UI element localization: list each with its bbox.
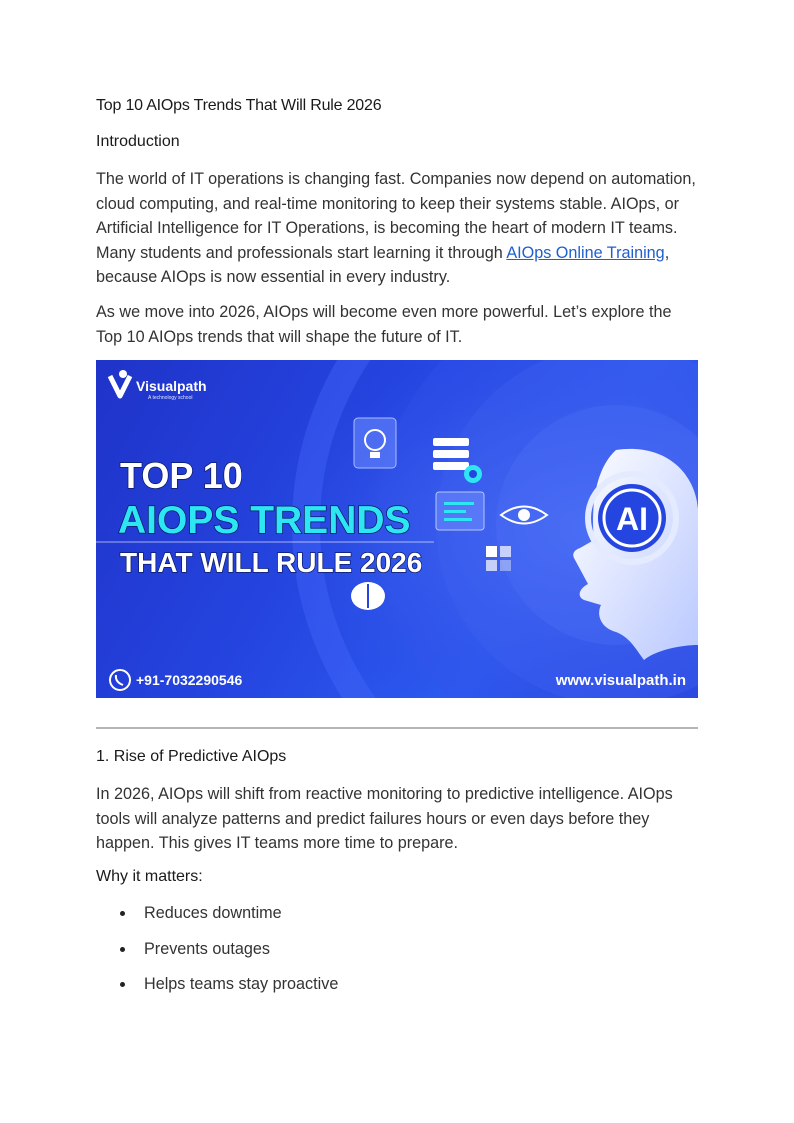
intro-text-end: , because AIOps is now essential in every industry. <box>96 243 670 287</box>
brain-icon <box>351 582 385 610</box>
horizontal-divider <box>96 727 698 729</box>
introduction-heading: Introduction <box>96 133 180 150</box>
lightbulb-icon <box>354 418 396 468</box>
hero-banner-image <box>96 360 698 698</box>
aiops-online-training-link[interactable]: AIOps Online Training <box>506 243 665 262</box>
gear-icon <box>464 465 482 483</box>
phone-number: +91-7032290546 <box>136 672 243 688</box>
list-item <box>96 971 338 1007</box>
list-item-text: Helps teams stay proactive <box>144 975 339 993</box>
bullet-icon <box>120 947 125 952</box>
banner-artwork <box>96 360 698 698</box>
ai-badge-text: AI <box>616 501 648 537</box>
benefits-list <box>96 900 338 1007</box>
bullet-icon <box>120 911 125 916</box>
brand-tagline: A technology school <box>148 395 193 401</box>
server-stack-icon <box>433 438 469 470</box>
brand-name: Visualpath <box>136 378 207 394</box>
intro-paragraph <box>96 167 698 290</box>
explore-paragraph: As we move into 2026, AIOps will become even more powerful. Let’s explore the Top 10 AIOps trends that will shape the future of IT. <box>96 303 672 346</box>
document-chart-icon <box>436 492 484 530</box>
why-it-matters-heading: Why it matters: <box>96 868 203 885</box>
section-1-heading: 1. Rise of Predictive AIOps <box>96 748 287 765</box>
list-item-text: Prevents outages <box>144 939 270 958</box>
section-1-paragraph: In 2026, AIOps will shift from reactive monitoring to predictive intelligence. AIOps tools will analyze patterns and predict failures hours or even days before they happen. This gives IT teams more time to prepare. <box>96 785 673 853</box>
intro-text-start: The world of IT operations is changing fast. Companies now depend on automation, cloud computing, and real-time monitoring to keep their systems stable. AIOps, or Artificial Intelligence for IT Operations, is becoming the heart of modern IT teams. Many students and professionals start learning it through <box>96 170 696 262</box>
banner-headline-line3: THAT WILL RULE 2026 <box>120 547 423 578</box>
website-url: www.visualpath.in <box>555 672 686 689</box>
document-title: Top 10 AIOps Trends That Will Rule 2026 <box>96 97 382 114</box>
banner-headline-line1: TOP 10 <box>120 455 243 496</box>
list-item <box>96 936 338 972</box>
list-item <box>96 900 338 936</box>
bullet-icon <box>120 982 125 987</box>
banner-headline-line2: AIOPS TRENDS <box>118 499 411 542</box>
list-item-text: Reduces downtime <box>144 904 282 922</box>
